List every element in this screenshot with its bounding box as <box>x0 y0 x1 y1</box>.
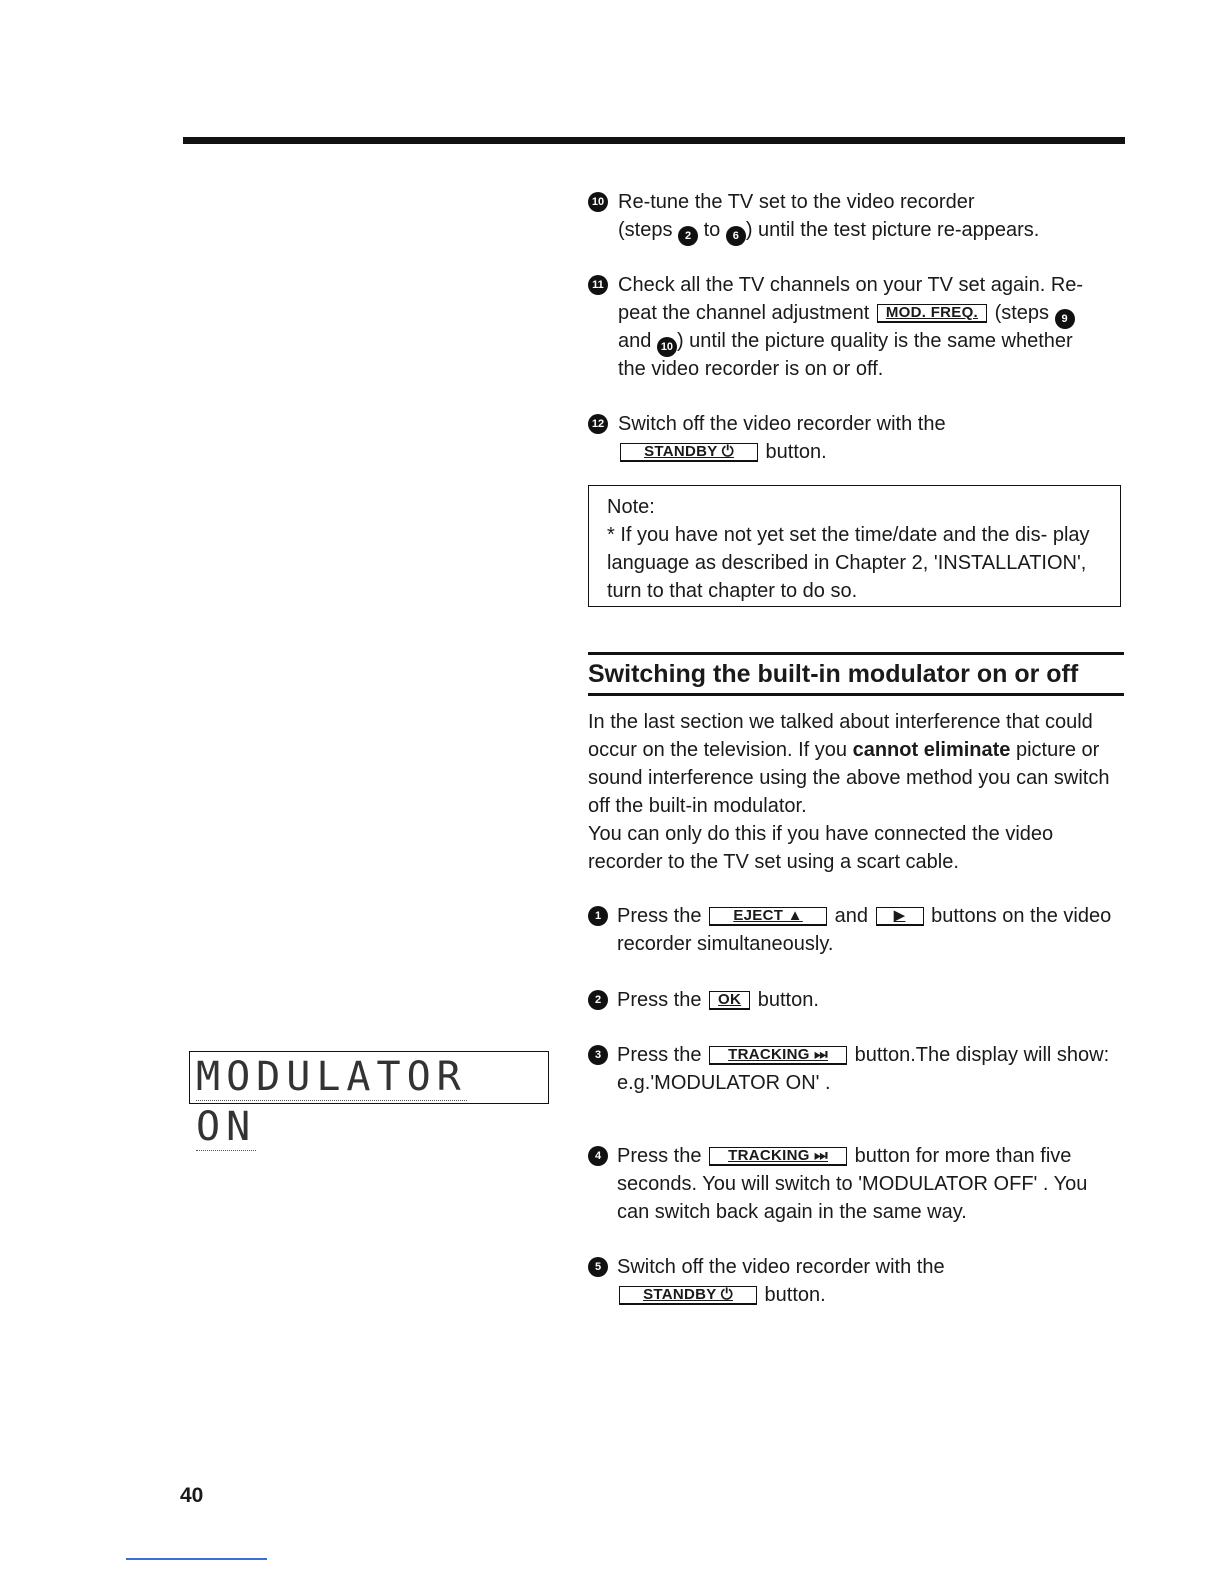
note-body: * If you have not yet set the time/date and the dis- play language as described in Chapter 2, 'INSTALLATION', turn to that chapter to do so. <box>607 524 1090 602</box>
step-text: Check all the TV channels on your TV set again. Re- peat the channel adjustment MOD. FREQ. (steps 9 and 10 ) until the picture quality is the same whether the video recorder is on or off. <box>618 274 1084 380</box>
step-5 <box>588 1253 1124 1309</box>
top-rule <box>183 137 1125 144</box>
page-number: 40 <box>180 1484 204 1507</box>
step-10 <box>588 188 1124 244</box>
step-text: Press the OK button. <box>617 989 819 1011</box>
step-number: 5 <box>588 1257 608 1277</box>
step-text: Press the TRACKING ⏭ button.The display will show: e.g.'MODULATOR ON' . <box>617 1044 1110 1094</box>
scan-mark <box>126 1558 267 1560</box>
step-text: Switch off the video recorder with the STANDBY ⏻ button. <box>617 1256 945 1306</box>
step-text: Press the TRACKING ⏭ button for more than five seconds. You will switch to 'MODULATOR OFF' . You can switch back again in the same way. <box>617 1145 1088 1223</box>
step-ref: 2 <box>678 226 698 246</box>
step-11 <box>588 271 1124 383</box>
note-heading: Note: <box>607 496 655 518</box>
tracking-key: TRACKING ⏭ <box>709 1046 847 1065</box>
step-3 <box>588 1041 1124 1097</box>
section-intro: In the last section we talked about interference that could occur on the television. If you cannot eliminate picture or sound interference using the above method you can switch off the built-in modulator. You can only do this if you have connected the video recorder to the TV set using a scart cable. <box>588 711 1110 873</box>
step-number: 1 <box>588 906 608 926</box>
step-2 <box>588 986 1124 1014</box>
step-number: 2 <box>588 990 608 1010</box>
section-rule-top <box>588 652 1124 655</box>
note-box <box>588 485 1121 607</box>
step-number: 10 <box>588 192 608 212</box>
standby-key: STANDBY ⏻ <box>620 443 758 462</box>
step-number: 4 <box>588 1146 608 1166</box>
step-number: 12 <box>588 414 608 434</box>
mod-freq-key: MOD. FREQ. <box>877 304 987 323</box>
step-ref: 6 <box>726 226 746 246</box>
standby-key: STANDBY ⏻ <box>619 1286 757 1305</box>
step-12 <box>588 410 1124 466</box>
eject-key: EJECT ▲ <box>709 907 827 926</box>
ok-key: OK <box>709 991 750 1010</box>
play-key: ▶ <box>876 907 924 926</box>
display-text: MODULATOR ON <box>196 1054 467 1150</box>
step-number: 11 <box>588 275 608 295</box>
step-ref: 10 <box>657 337 677 357</box>
step-text: Re-tune the TV set to the video recorder (steps 2 to 6 ) until the test picture re-appears. <box>618 188 1124 244</box>
step-number: 3 <box>588 1045 608 1065</box>
step-1 <box>588 902 1124 958</box>
section-title: Switching the built-in modulator on or off <box>588 660 1079 688</box>
display-illustration <box>189 1051 549 1150</box>
step-4 <box>588 1142 1124 1226</box>
step-ref: 9 <box>1055 309 1075 329</box>
step-text: Switch off the video recorder with the STANDBY ⏻ button. <box>618 413 946 463</box>
step-text: Press the EJECT ▲ and ▶ buttons on the video recorder simultaneously. <box>617 905 1112 955</box>
section-rule-bottom <box>588 693 1124 696</box>
tracking-key: TRACKING ⏭ <box>709 1147 847 1166</box>
